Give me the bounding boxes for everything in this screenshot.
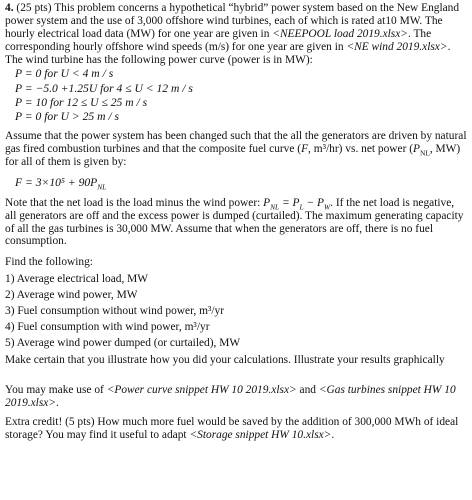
note-text-1: Note that the net load is the load minus the wind power: bbox=[5, 196, 261, 209]
find-item-5: 5) Average wind power dumped (or curtailed), MW bbox=[5, 337, 241, 350]
gas-turbines-snippet-ref: <Gas turbines snippet HW 10 2019.xlsx> bbox=[5, 383, 456, 409]
net-load-equation: $P_{NL} = P_L - P_W$ bbox=[263, 196, 331, 212]
find-item-3: 3) Fuel consumption without wind power, m³/yr bbox=[5, 305, 225, 317]
problem-points: (25 pts) bbox=[16, 2, 52, 14]
note-paragraph bbox=[5, 197, 468, 249]
extra-credit-text: Extra credit! (5 pts) How much more fuel would be saved by the addition of 300,000 MWh of ideal storage? You may find it useful to adapt bbox=[5, 415, 459, 441]
find-item-1: 1) Average electrical load, MW bbox=[5, 272, 149, 285]
power-curve-eq-1: P = 0 for U < 4 m / s bbox=[15, 67, 114, 81]
intro-text-2: . The corresponding hourly offshore wind speeds (m/s) for one year are given in bbox=[5, 28, 432, 54]
fuel-curve-eq-text: F = 3×10⁵ + 90P bbox=[15, 175, 98, 189]
power-curve-eq-3: P = 10 for 12 ≤ U ≤ 25 m / s bbox=[15, 95, 148, 109]
power-curve-eq-4: P = 0 for U > 25 m / s bbox=[15, 110, 120, 124]
assume-text-1: Assume that the power system has been changed such that the all the generators are driven by natural gas fired combustion turbines and that the composite fuel curve ( bbox=[5, 130, 467, 156]
illustrate-instruction: Make certain that you illustrate how you did your calculations. Illustrate your results graphically bbox=[5, 353, 445, 366]
fuel-symbol: F bbox=[301, 143, 309, 156]
assume-paragraph bbox=[5, 130, 468, 169]
find-item-2: 2) Average wind power, MW bbox=[5, 288, 138, 301]
problem-intro bbox=[5, 2, 468, 67]
snippets-paragraph: You may make use of <Power curve snippet HW 10 2019.xlsx> and <Gas turbines snippet HW 10 2019.xlsx>. bbox=[5, 383, 456, 409]
find-item-4: 4) Fuel consumption with wind power, m³/yr bbox=[5, 321, 210, 334]
intro-text-3: . The wind turbine has the following power curve (power is in MW): bbox=[5, 41, 451, 67]
load-file-ref: <NEEPOOL load 2019.xlsx> bbox=[272, 28, 408, 41]
net-power-symbol: P bbox=[413, 143, 420, 156]
storage-snippet-ref: <Storage snippet HW 10.xlsx> bbox=[189, 428, 332, 441]
fuel-curve-equation: $F = 3\times 10^5 + 90P_{NL}$ bbox=[15, 175, 107, 191]
power-curve-equations bbox=[5, 67, 468, 124]
net-power-subscript: NL bbox=[419, 148, 430, 158]
power-curve-eq-2: P = −5.0 +1.25U for 4 ≤ U < 12 m / s bbox=[15, 81, 193, 95]
assume-text-2: , m³/hr) vs. net power ( bbox=[308, 143, 414, 156]
intro-text: This problem concerns a hypothetical “hybrid” power system based on the New England power system and the use of 3,000 offshore wind turbines, each of which is rated at10 MW. The hourly electrical load data (MW) for one year are given in bbox=[5, 2, 460, 41]
assume-text-3: , MW) for all of them is given by: bbox=[5, 143, 461, 169]
power-curve-snippet-ref: <Power curve snippet HW 10 2019.xlsx> bbox=[106, 383, 297, 396]
wind-file-ref: <NE wind 2019.xlsx> bbox=[346, 41, 448, 54]
find-heading: Find the following: bbox=[5, 256, 93, 269]
extra-credit-paragraph: Extra credit! (5 pts) How much more fuel would be saved by the addition of 300,000 MWh of ideal storage? You may find it useful to adapt <Storage snippet HW 10.xlsx>. bbox=[5, 415, 459, 441]
snippets-text: You may make use of bbox=[5, 383, 104, 396]
problem-number: 4. bbox=[5, 2, 14, 14]
note-text-2: . If the net load is negative, all generators are off and the excess power is dumped (curtailed). The maximum generating capacity of all the gas turbines is 30,000 MW. Assume that when the generators are off, there is no fuel consumption. bbox=[5, 196, 464, 248]
snippets-and: and bbox=[299, 383, 316, 396]
